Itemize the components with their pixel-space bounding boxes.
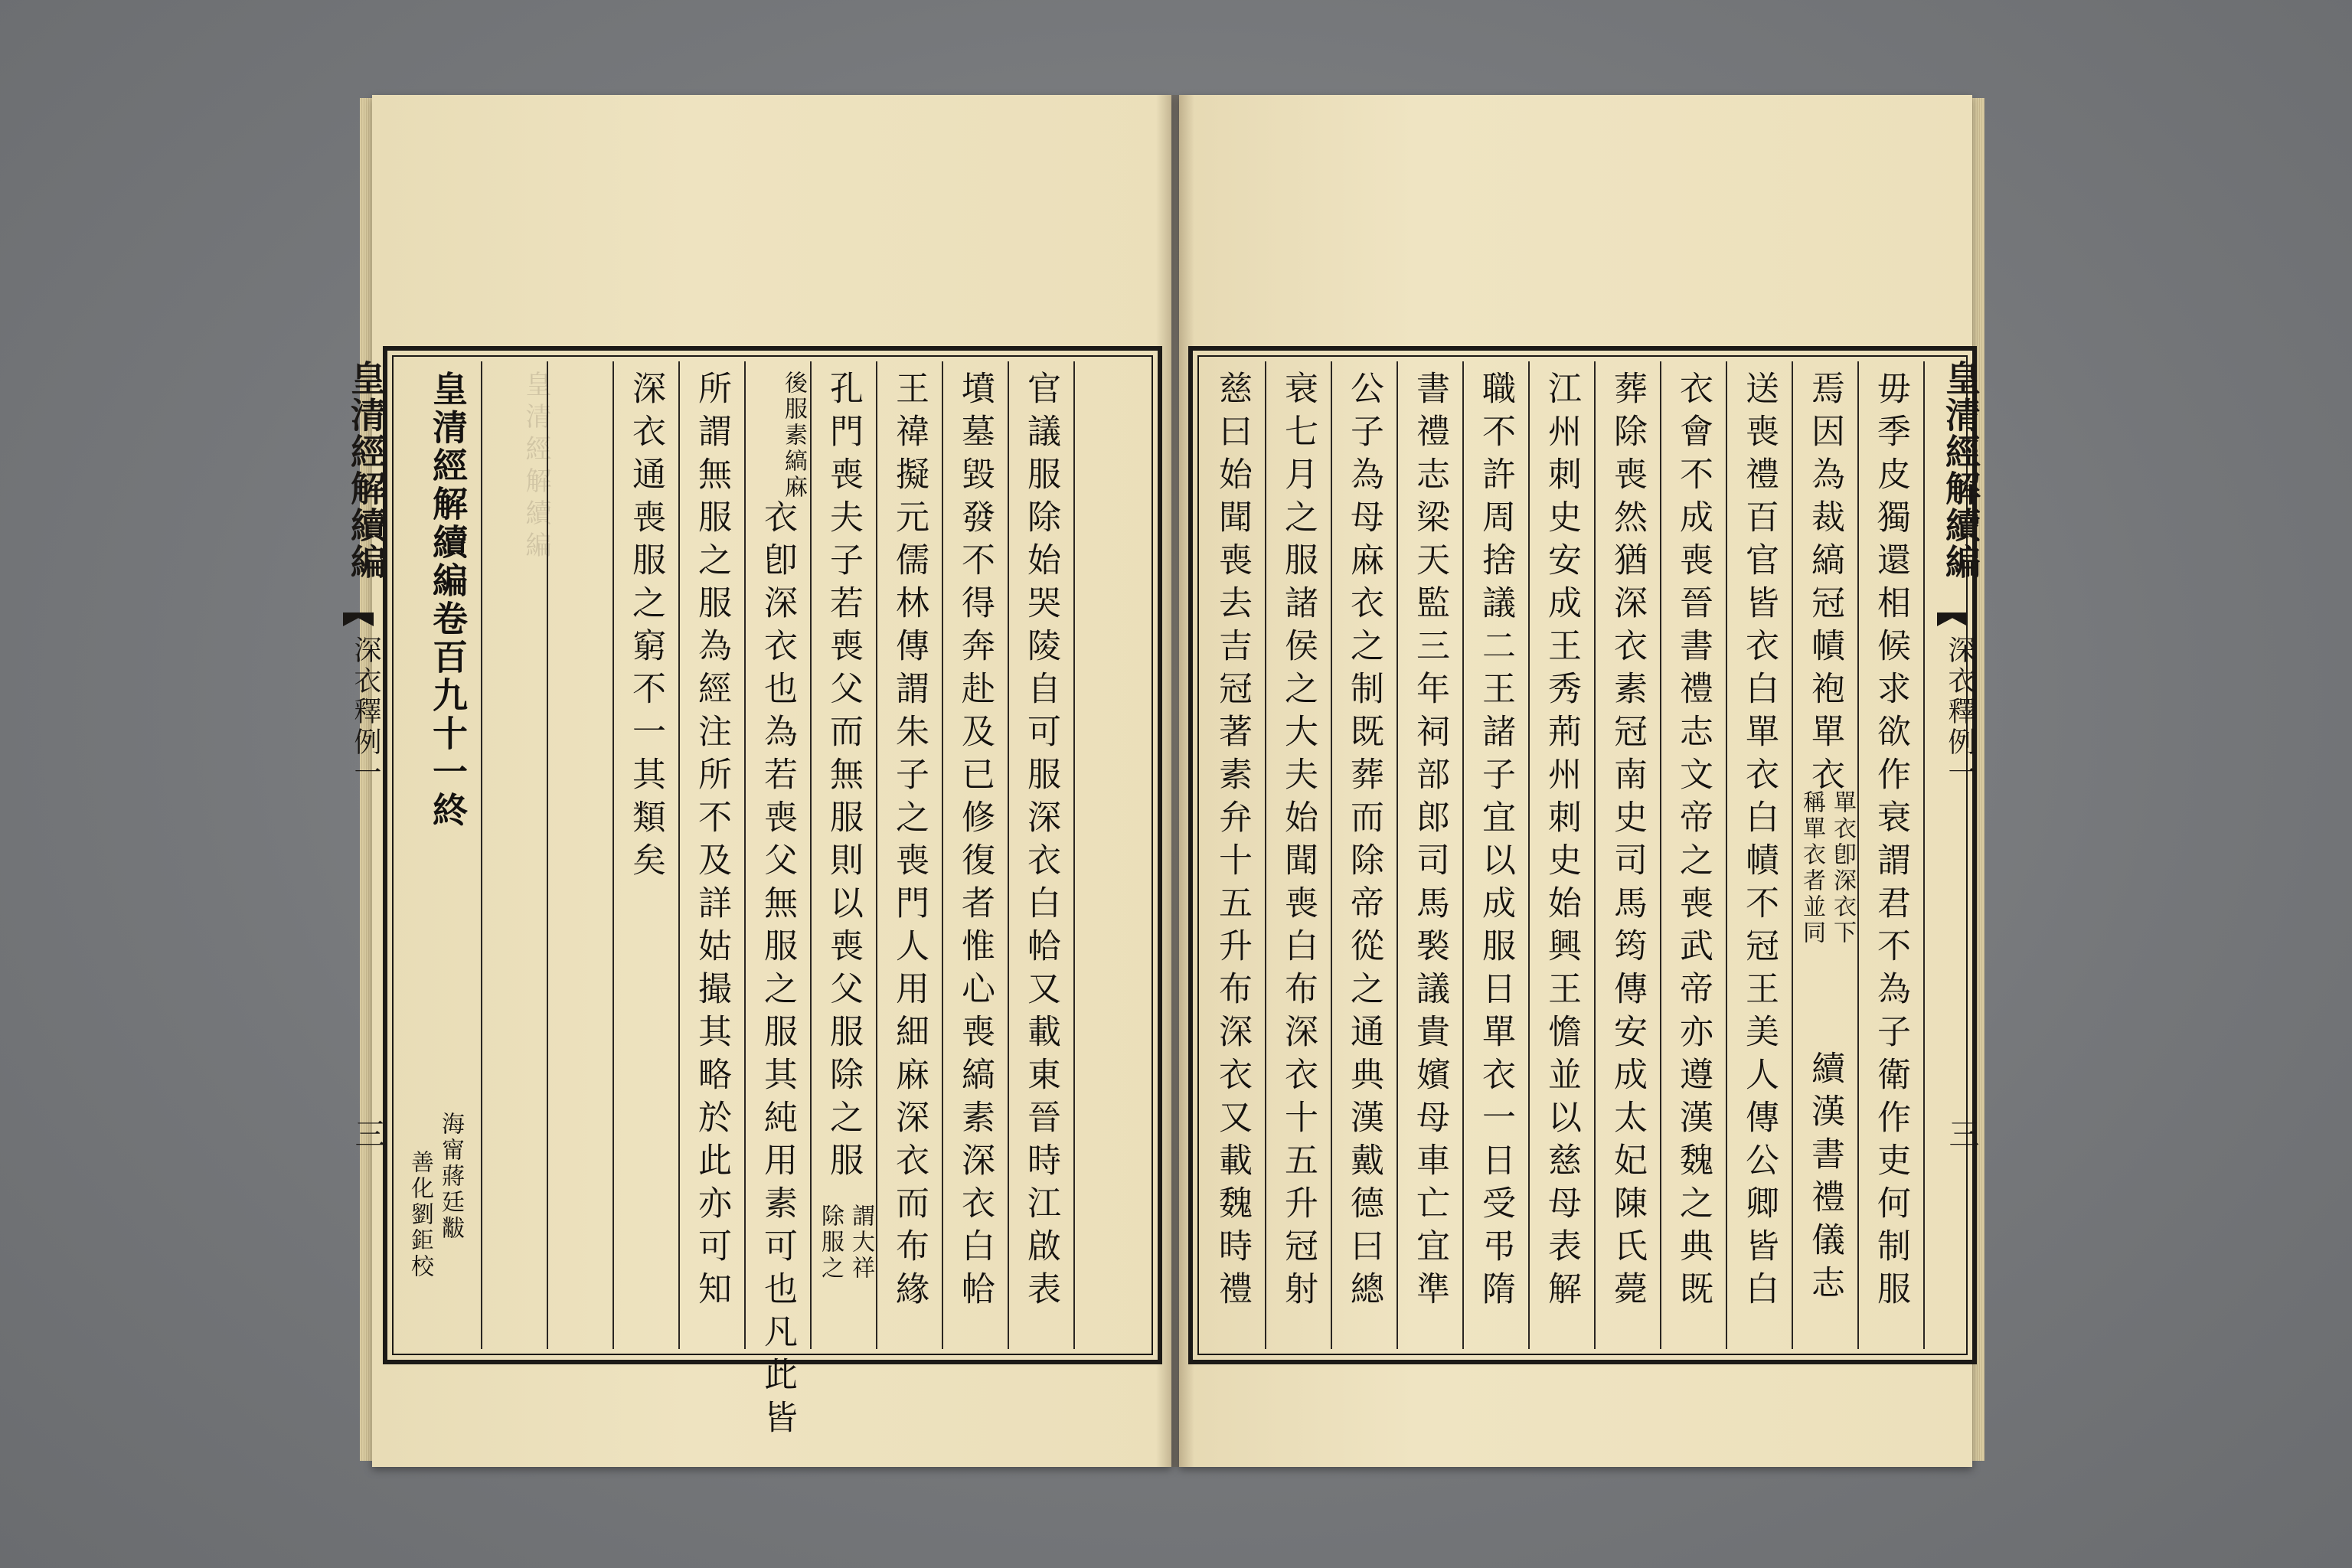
- text-column-6: [678, 361, 744, 1349]
- column-text: 所謂無服之服為經注所不及詳姑撮其略於此亦可知: [692, 371, 731, 1314]
- right-margin-page-number: 三: [1944, 1118, 1979, 1148]
- right-text-frame: [1188, 346, 1977, 1364]
- proofreader-left: 善化劉鉅校: [407, 1150, 433, 1280]
- column-text-tail: 續漢書禮儀志: [1805, 1050, 1844, 1308]
- left-text-frame: [383, 346, 1162, 1442]
- column-text: 慈曰始聞喪去吉冠著素弁十五升布深衣又載魏時禮: [1213, 371, 1252, 1314]
- text-column-5: [1594, 361, 1660, 1349]
- column-text: 江州刺史安成王秀荊州刺史始興王憺並以慈母表解: [1542, 371, 1581, 1314]
- text-column-3: [1726, 361, 1792, 1349]
- column-text: 墳墓毀發不得奔赴及已修復者惟心喪縞素深衣白帢: [956, 371, 995, 1314]
- left-margin-title: 皇清經解續編: [345, 360, 387, 580]
- annotation-right: 後服素縞麻: [780, 371, 807, 501]
- column-text: 衰七月之服諸侯之大夫始聞喪白布深衣十五升冠射: [1279, 371, 1318, 1314]
- right-margin-title: 皇清經解續編: [1940, 360, 1981, 580]
- text-column-9: [1331, 361, 1396, 1349]
- annotation-left: 稱單衣者並同: [1798, 790, 1825, 946]
- text-column-2: [942, 361, 1008, 1349]
- column-text: 毋季皮獨還相候求欲作衰謂君不為子衛作吏何制服: [1871, 371, 1910, 1314]
- column-text: 深衣通喪服之窮不一其類矣: [626, 371, 665, 885]
- text-column-7: [612, 361, 678, 1349]
- column-text: 葬除喪然猶深衣素冠南史司馬筠傳安成太妃陳氏薨: [1608, 371, 1647, 1314]
- text-column-1: [1008, 361, 1073, 1349]
- column-text: 焉因為裁縞冠幘袍單衣: [1805, 371, 1844, 799]
- proofreader-right: 海甯蔣廷黻: [437, 1112, 464, 1242]
- show-through-text: 皇清經解續編: [521, 371, 551, 564]
- text-column-1: [1857, 361, 1923, 1349]
- column-text: 公子為母麻衣之制既葬而除帝從之通典漢戴德曰總: [1344, 371, 1383, 1314]
- column-text: 王禕擬元儒林傳謂朱子之喪門人用細麻深衣而布緣: [890, 371, 929, 1314]
- text-column-6: [1528, 361, 1594, 1349]
- text-column-7: [1462, 361, 1528, 1349]
- frame-right-margin: [1073, 361, 1155, 1349]
- text-column-4: [810, 361, 876, 1349]
- column-text: 衣卽深衣也為若喪父無服之服其純用素可也凡此皆: [758, 499, 797, 1442]
- annotation-left: 除服之: [817, 1204, 844, 1282]
- text-column-10: [1265, 361, 1331, 1349]
- right-margin-subtitle: 深衣釋例一: [1944, 635, 1975, 789]
- blank-column: [481, 361, 547, 1349]
- annotation-right: 單衣卽深衣下: [1829, 790, 1856, 946]
- colophon-column: [398, 361, 481, 1349]
- column-text: 孔門喪夫子若喪父而無服則以喪父服除之服: [824, 371, 863, 1185]
- left-margin-subtitle: 深衣釋例一: [350, 635, 381, 789]
- text-column-11: [1204, 361, 1265, 1349]
- column-text: 衣會不成喪晉書禮志文帝之喪武帝亦遵漢魏之典既: [1674, 371, 1713, 1314]
- text-column-4: [1660, 361, 1726, 1349]
- annotation-right: 謂大祥: [848, 1204, 874, 1282]
- text-column-5: [744, 361, 810, 1442]
- blank-column: [547, 361, 612, 1349]
- text-column-8: [1396, 361, 1462, 1349]
- text-column-3: [876, 361, 942, 1349]
- text-column-2: [1792, 361, 1857, 1349]
- volume-end-title: 皇清經解續編卷百九十一終: [427, 371, 469, 830]
- column-text: 官議服除始哭陵自可服深衣白帢又載東晉時江啟表: [1021, 371, 1060, 1314]
- left-margin-page-number: 三: [350, 1118, 385, 1148]
- column-text: 書禮志梁天監三年祠部郎司馬褧議貴嬪母車亡宜準: [1410, 371, 1449, 1314]
- column-text: 送喪禮百官皆衣白單衣白幘不冠王美人傳公卿皆白: [1740, 371, 1779, 1314]
- column-text: 職不許周捨議二王諸子宜以成服日單衣一日受弔隋: [1476, 371, 1515, 1314]
